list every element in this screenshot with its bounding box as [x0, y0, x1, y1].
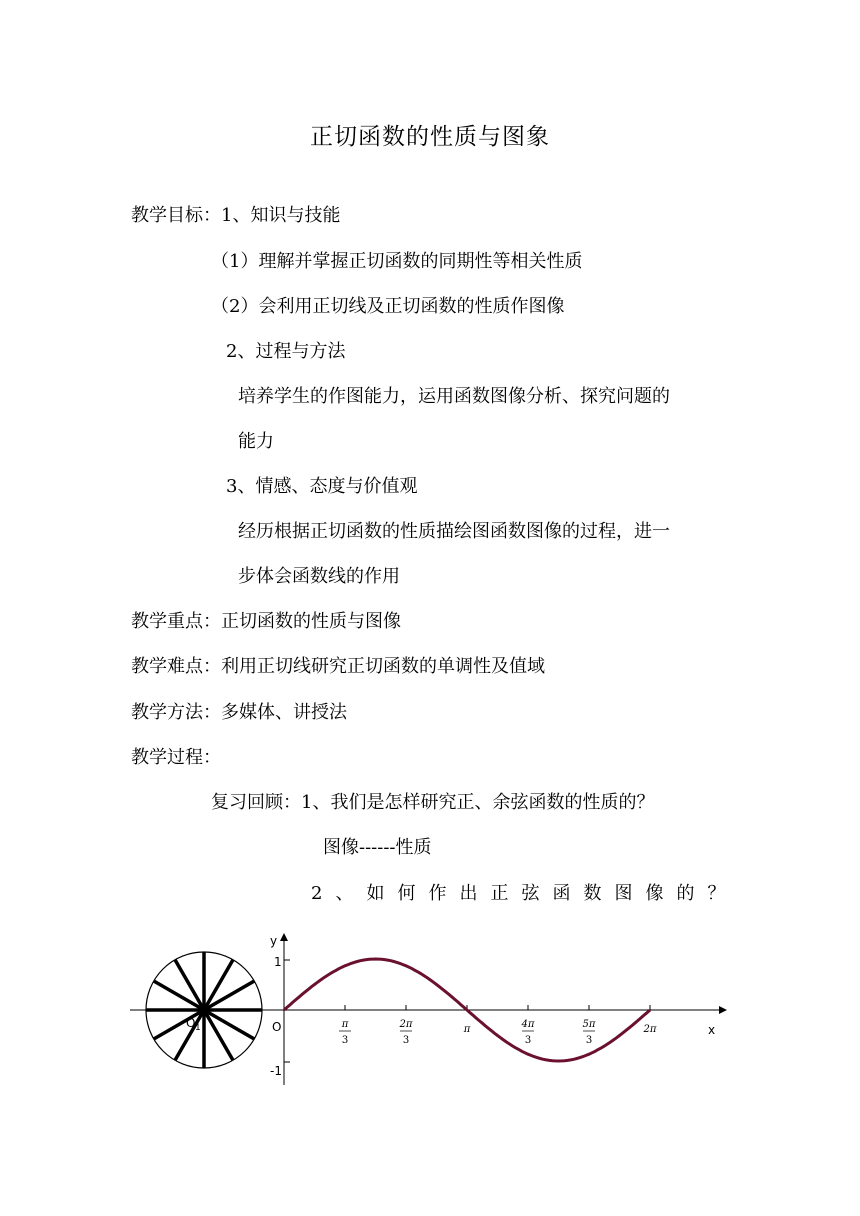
objective-section-3-text-2: 步体会函数线的作用: [238, 566, 400, 587]
objective-section-2: 2、过程与方法: [226, 341, 346, 362]
circle-center-subscript: 1: [195, 1023, 201, 1033]
objective-item-1: （1）理解并掌握正切函数的同期性等相关性质: [211, 251, 583, 272]
teaching-method: 教学方法：多媒体、讲授法: [131, 702, 347, 723]
teaching-process: 教学过程：: [131, 747, 221, 768]
objective-section-2-text-1: 培养学生的作图能力，运用函数图像分析、探究问题的: [238, 386, 670, 407]
circle-center-label: O: [186, 1016, 196, 1030]
x-tick-label-numerator: π: [341, 1019, 349, 1030]
objective-section-3-text-1: 经历根据正切函数的性质描绘图函数图像的过程，进一: [238, 521, 670, 542]
page-title: 正切函数的性质与图象: [310, 124, 550, 150]
x-ticks: [339, 1005, 657, 1046]
x-tick-label-denominator: 3: [585, 1035, 593, 1046]
objective-item-2: （2）会利用正切线及正切函数的性质作图像: [211, 296, 565, 317]
origin-label: O: [272, 1020, 282, 1034]
difficulty: 教学难点：利用正切线研究正切函数的单调性及值域: [131, 656, 545, 677]
objective-section-3: 3、情感、态度与价值观: [226, 476, 418, 497]
x-tick-label-denominator: 3: [402, 1035, 410, 1046]
review-answer-1: 图像------性质: [323, 837, 432, 858]
review-question-1: 复习回顾：1、我们是怎样研究正、余弦函数的性质的？: [211, 792, 655, 813]
x-tick-label-numerator: 2π: [643, 1024, 657, 1035]
x-tick-label-numerator: 4π: [521, 1019, 535, 1030]
y-tick-label-bottom: -1: [270, 1064, 282, 1078]
review-question-2: 2、如何作出正弦函数图像的？: [311, 883, 739, 904]
x-tick-label-denominator: 3: [341, 1035, 349, 1046]
x-axis-arrow: [719, 1006, 727, 1014]
x-tick-label-numerator: 2π: [399, 1019, 413, 1030]
key-point: 教学重点：正切函数的性质与图像: [131, 611, 401, 632]
x-tick-label-numerator: π: [463, 1024, 471, 1035]
x-axis-label: x: [708, 1023, 716, 1037]
objective-section-2-text-2: 能力: [238, 431, 274, 452]
objectives-heading: 教学目标：1、知识与技能: [131, 205, 341, 226]
x-tick-label-numerator: 5π: [582, 1019, 596, 1030]
x-tick-label-denominator: 3: [524, 1035, 532, 1046]
y-axis-label: y: [270, 934, 278, 948]
y-tick-label-top: 1: [274, 955, 282, 969]
y-axis-arrow: [280, 933, 288, 941]
